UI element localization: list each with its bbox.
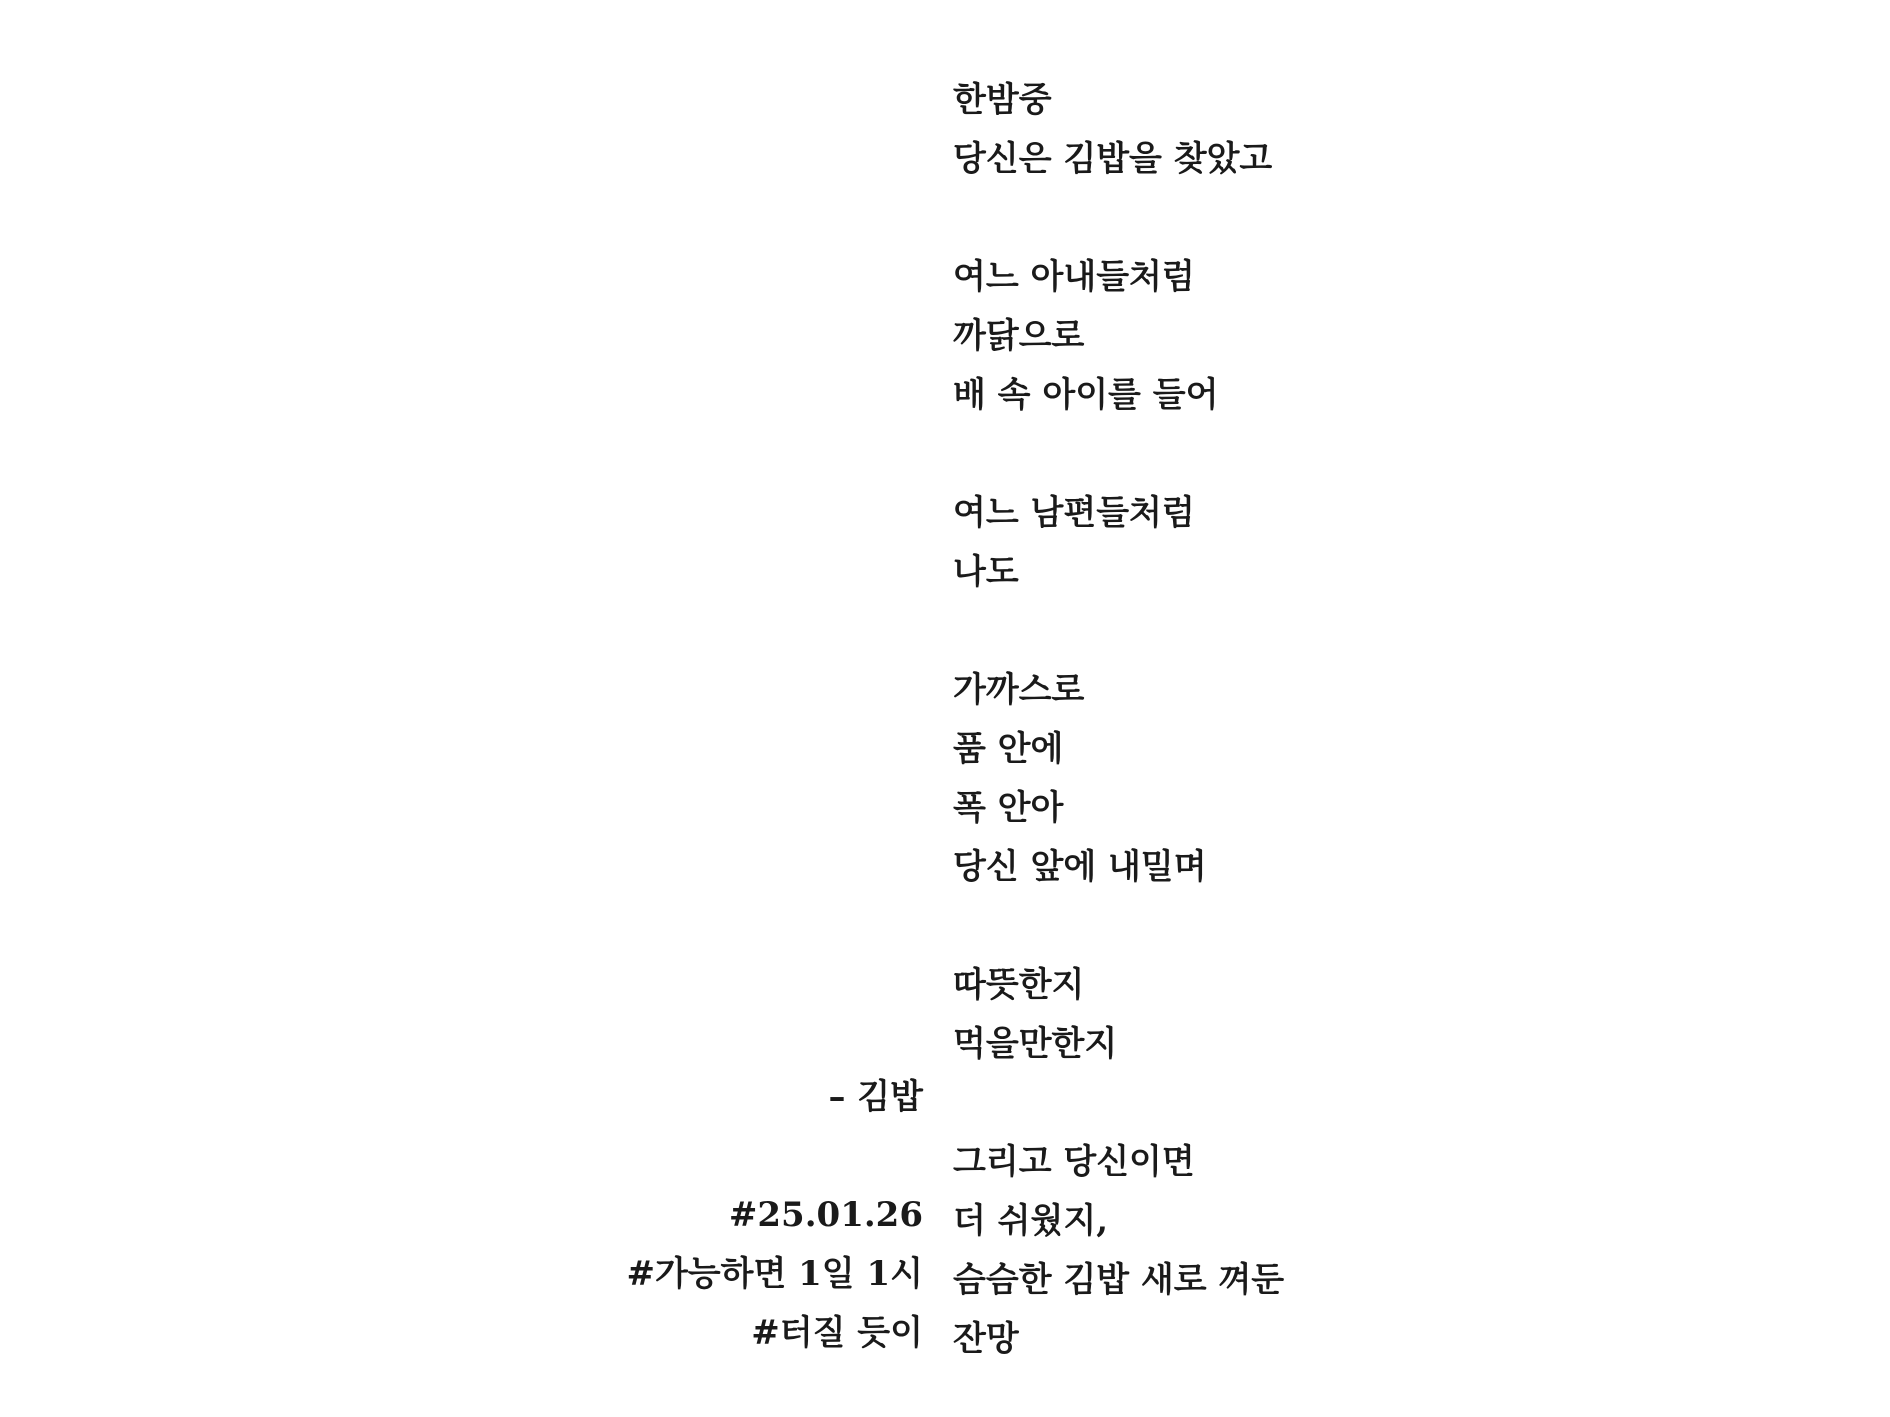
poem-line: 따뜻한지	[953, 965, 1085, 1005]
poem-line: 여느 남편들처럼	[953, 493, 1195, 533]
poem-line: 먹을만한지	[953, 1024, 1118, 1064]
poem-line: 더 쉬웠지,	[953, 1201, 1109, 1241]
poem-line: 여느 아내들처럼	[953, 257, 1195, 297]
poem-line: 당신은 김밥을 찾았고	[953, 139, 1273, 179]
stanza-break	[953, 425, 1284, 484]
poem-line: 한밤중	[953, 80, 1052, 120]
hashtag: #터질 듯이	[751, 1313, 923, 1353]
poem-line: 잔망	[953, 1319, 1019, 1359]
poem-line: 폭 안아	[953, 788, 1064, 828]
stanza-break	[953, 1074, 1284, 1133]
stanza-break	[953, 602, 1284, 661]
poem-line: 가까스로	[953, 670, 1085, 710]
poem-line: 배 속 아이를 들어	[953, 375, 1219, 415]
poem-line: 까닭으로	[953, 316, 1085, 356]
poem-line: 품 안에	[953, 729, 1064, 769]
poem-body	[953, 71, 1284, 1369]
hashtag-list	[626, 1186, 923, 1363]
poem-line: 당신 앞에 내밀며	[953, 847, 1207, 887]
poem-title: – 김밥	[828, 1077, 923, 1117]
hashtag-date: #25.01.26	[728, 1195, 923, 1235]
stanza-break	[953, 897, 1284, 956]
poem-line: 슴슴한 김밥 새로 껴둔	[953, 1260, 1285, 1300]
poem-line: 그리고 당신이면	[953, 1142, 1195, 1182]
poem-title-block	[828, 1068, 923, 1127]
poem-line: 나도	[953, 552, 1019, 592]
hashtag: #가능하면 1일 1시	[626, 1254, 923, 1294]
stanza-break	[953, 189, 1284, 248]
